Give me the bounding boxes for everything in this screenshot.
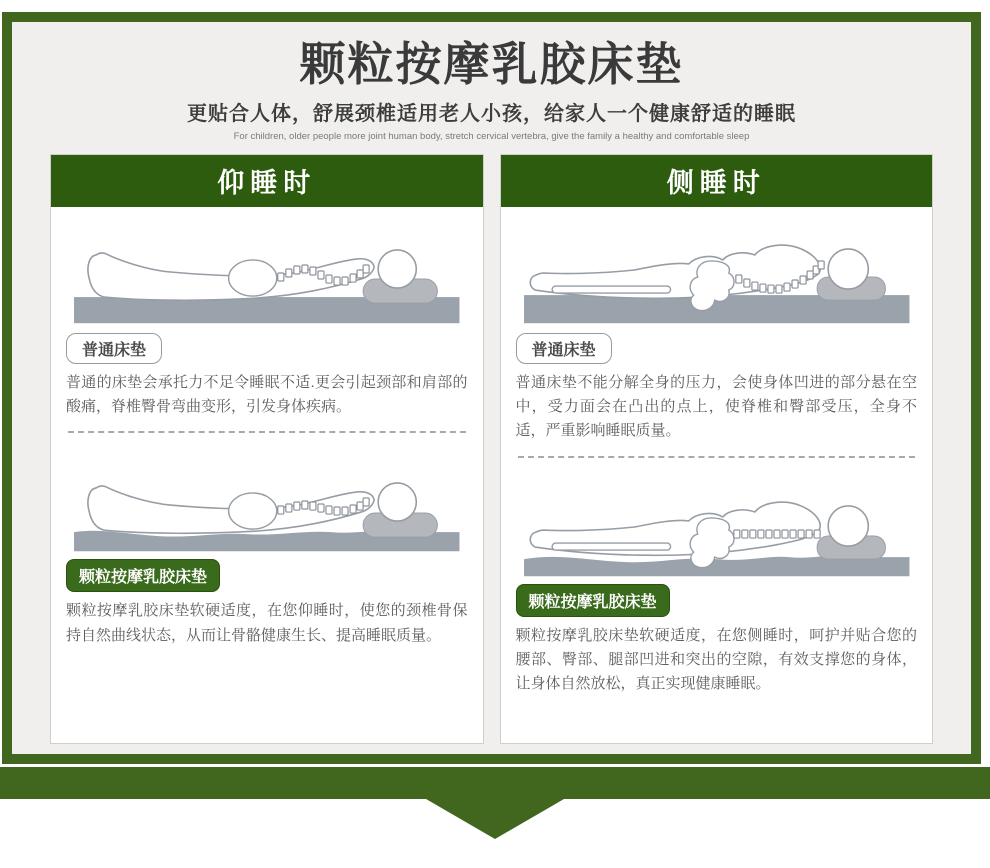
ordinary-mattress-text: 普通床垫不能分解全身的压力，会使身体凹进的部分悬在空中，受力面会在凸出的点上，使脊椎和臀部受压，全身不适，严重影响睡眠质量。 (515, 373, 917, 440)
panel-side-sleep (500, 154, 934, 744)
head (378, 483, 416, 521)
latex-mattress-badge: 颗粒按摩乳胶床垫 (66, 559, 220, 592)
outer-frame (2, 12, 981, 764)
arm-bone (552, 286, 670, 293)
panel-back-sleep (50, 154, 484, 744)
head (828, 249, 868, 289)
comparison-panels (12, 154, 971, 744)
side-sleep-ordinary-illustration (516, 213, 918, 329)
panel-back-sleep-body (51, 207, 483, 654)
ordinary-mattress-badge: 普通床垫 (516, 333, 612, 364)
pelvis-bone (229, 493, 277, 529)
side-sleep-latex-illustration (516, 466, 918, 582)
arrow-down-icon (426, 799, 564, 839)
bottom-banner (0, 767, 990, 799)
latex-mattress-text: 颗粒按摩乳胶床垫软硬适度，在您仰睡时，使您的颈椎骨保持自然曲线状态，从而让骨骼健康生长、提高睡眠质量。 (66, 602, 468, 644)
head (828, 506, 868, 546)
panel-side-sleep-header: 侧睡时 (501, 155, 933, 207)
back-sleep-ordinary-illustration (66, 213, 468, 329)
ordinary-mattress-badge: 普通床垫 (66, 333, 162, 364)
page-subtitle-english: For children, older people more joint human body, stretch cervical vertebra, give the family a healthy and comfortable sleep (233, 130, 750, 142)
dashed-divider (518, 456, 916, 458)
pelvis-bone (229, 260, 277, 296)
ordinary-mattress-text: 普通的床垫会承托力不足令睡眠不适.更会引起颈部和肩部的酸痛，脊椎臀骨弯曲变形，引发身体疾病。 (66, 373, 468, 416)
page-subtitle: 更贴合人体，舒展颈椎适用老人小孩，给家人一个健康舒适的睡眠 (187, 102, 796, 125)
latex-mattress-badge: 颗粒按摩乳胶床垫 (516, 584, 670, 617)
dashed-divider (68, 431, 466, 433)
spine-beads (733, 530, 819, 538)
panel-side-sleep-body (501, 207, 933, 703)
latex-mattress-text: 颗粒按摩乳胶床垫软硬适度，在您侧睡时，呵护并贴合您的腰部、臀部、腿部凹进和突出的空隙，有效支撑您的身体，让身体自然放松，真正实现健康睡眠。 (515, 626, 917, 693)
back-sleep-latex-illustration (66, 441, 468, 557)
page-title: 颗粒按摩乳胶床垫 (299, 38, 684, 90)
head (378, 250, 416, 288)
panel-back-sleep-header: 仰睡时 (51, 155, 483, 207)
arm-bone (552, 543, 670, 550)
